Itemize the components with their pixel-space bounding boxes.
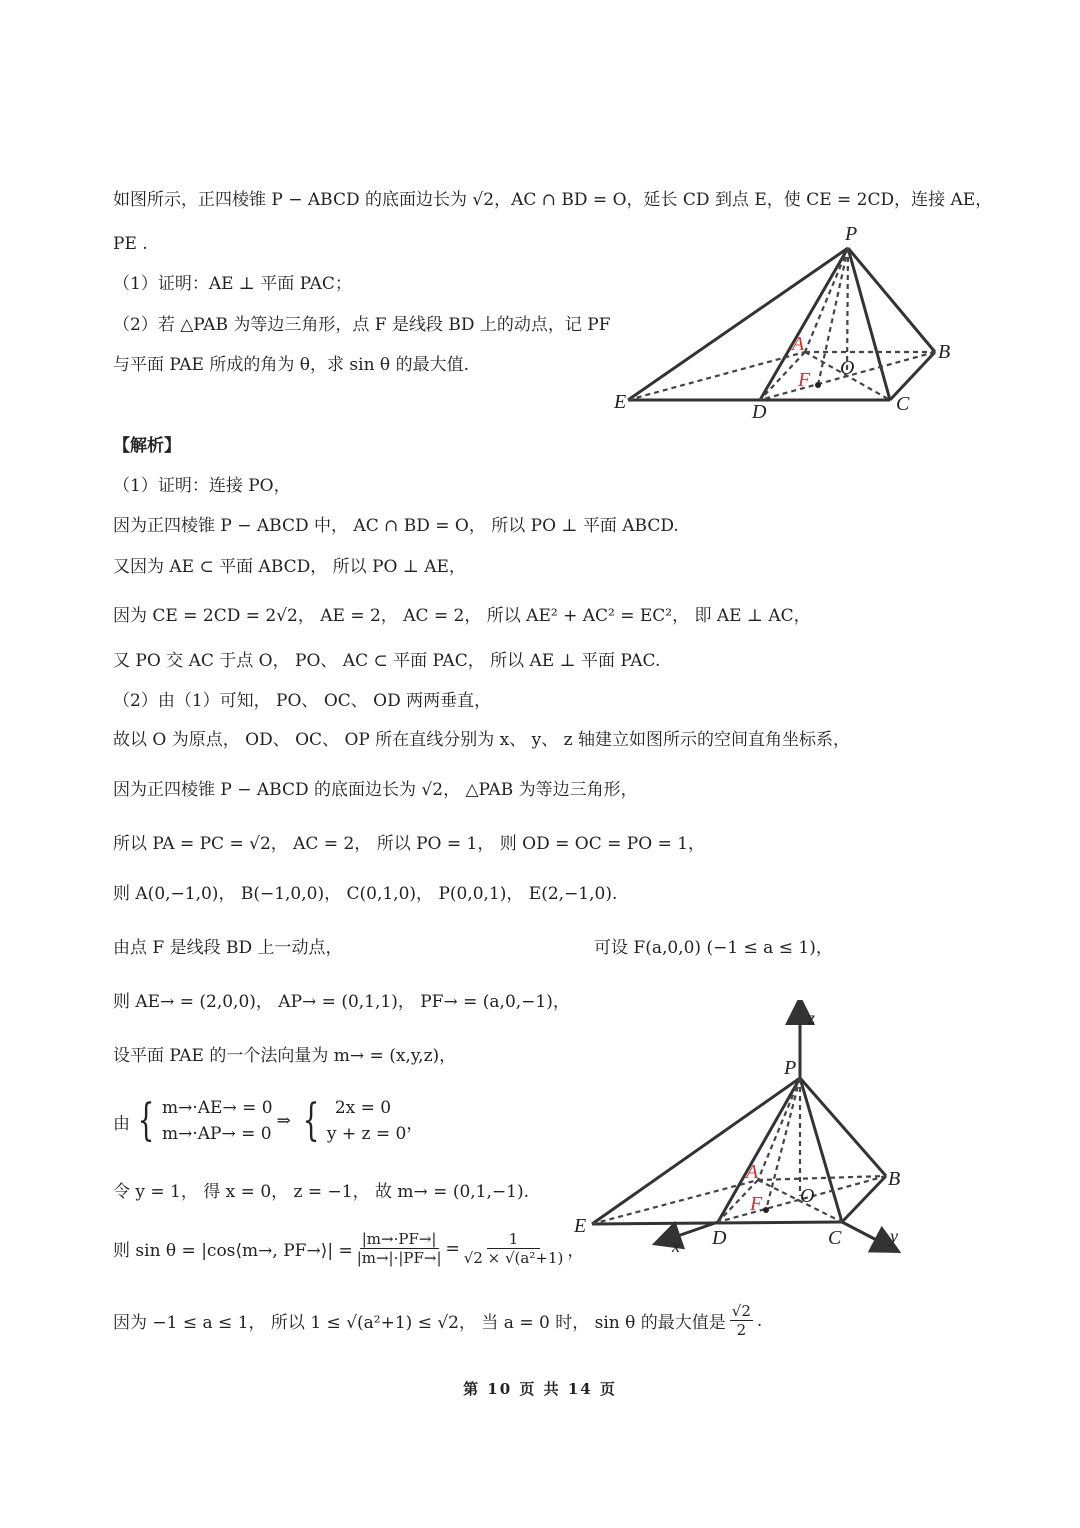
implies-arrow: ⇒ — [276, 1111, 291, 1131]
problem-part-2a: （2）若 △PAB 为等边三角形，点 F 是线段 BD 上的动点，记 PF — [113, 315, 611, 335]
solution-line-12: 则 AE→ = (2,0,0)， AP→ = (0,1,1)， PF→ = (a,0,−1)， — [113, 992, 570, 1012]
system-left-2: m→·AP→ = 0 — [162, 1124, 272, 1144]
solution-line-4: 因为 CE = 2CD = 2√2， AE = 2， AC = 2， 所以 AE² + AC² = EC²， 即 AE ⊥ AC， — [113, 606, 811, 626]
fraction-3-den: 2 — [736, 1321, 747, 1339]
solution-line-9: 所以 PA = PC = √2， AC = 2， 所以 PO = 1， 则 OD = OC = PO = 1， — [113, 834, 706, 854]
problem-part-1: （1）证明：AE ⊥ 平面 PAC； — [113, 274, 352, 294]
left-brace: { — [137, 1095, 155, 1146]
label2-D: D — [712, 1227, 727, 1249]
solution-line-8: 因为正四棱锥 P − ABCD 的底面边长为 √2， △PAB 为等边三角形， — [113, 780, 638, 800]
solution-line-11a: 由点 F 是线段 BD 上一动点， — [113, 938, 343, 958]
label2-C: C — [828, 1227, 842, 1249]
system-right-lines — [327, 1095, 406, 1147]
pyramid-figure-2 — [570, 1000, 930, 1260]
right-brace: { — [302, 1095, 320, 1146]
label-D: D — [752, 401, 767, 423]
label2-B: B — [888, 1168, 901, 1190]
axis-label-z: z — [808, 1008, 816, 1028]
fraction-3 — [730, 1302, 753, 1339]
label2-F: F — [750, 1193, 763, 1215]
axis-label-x: x — [672, 1236, 680, 1256]
label-F: F — [798, 369, 811, 391]
solution-line-10: 则 A(0,−1,0)， B(−1,0,0)， C(0,1,0)， P(0,0,1)， E(2,−1,0). — [113, 884, 618, 904]
solution-line-2: 因为正四棱锥 P − ABCD 中， AC ∩ BD = O， 所以 PO ⊥ 平面 ABCD. — [113, 516, 679, 536]
system-left-1: m→·AE→ = 0 — [162, 1098, 273, 1118]
fraction-3-num: √2 — [731, 1302, 751, 1320]
line15-prefix: 则 sin θ = |cos⟨m→, PF→⟩| = — [113, 1241, 353, 1261]
label-A: A — [792, 333, 805, 355]
system-prefix: 由 — [113, 1113, 130, 1134]
fraction-2-den: √2 × √(a²+1) — [463, 1249, 564, 1267]
fraction-1 — [357, 1230, 442, 1267]
problem-line-2: PE . — [113, 234, 148, 254]
system-suffix: ， — [406, 1113, 424, 1134]
solution-line-16 — [113, 1302, 762, 1339]
page-footer: 第 10 页 共 14 页 — [463, 1380, 617, 1398]
pyramid-figure-1 — [600, 220, 970, 425]
label2-O: O — [800, 1185, 815, 1207]
label2-E: E — [574, 1215, 587, 1237]
line15-suffix: ， — [567, 1241, 585, 1261]
label2-A: A — [746, 1161, 759, 1183]
solution-line-14: 令 y = 1， 得 x = 0， z = −1， 故 m→ = (0,1,−1). — [113, 1182, 530, 1202]
fraction-1-den: |m→|·|PF→| — [356, 1249, 442, 1267]
solution-line-7: 故以 O 为原点， OD、 OC、 OP 所在直线分别为 x、 y、 z 轴建立如图所示的空间直角坐标系， — [113, 730, 851, 750]
system-left-lines — [162, 1095, 273, 1147]
problem-part-2b: 与平面 PAE 所成的角为 θ，求 sin θ 的最大值. — [113, 355, 469, 375]
line15-equals: = — [445, 1238, 460, 1259]
solution-line-6: （2）由（1）可知， PO、 OC、 OD 两两垂直， — [113, 691, 492, 711]
label-P: P — [845, 223, 858, 245]
fraction-1-num: |m→·PF→| — [361, 1230, 437, 1248]
solution-line-1: （1）证明：连接 PO， — [113, 476, 291, 496]
label2-P: P — [784, 1057, 797, 1079]
label-C: C — [896, 393, 910, 415]
system-right-1: 2x = 0 — [334, 1098, 392, 1118]
label-B: B — [938, 341, 951, 363]
solution-line-13: 设平面 PAE 的一个法向量为 m→ = (x,y,z)， — [113, 1046, 457, 1066]
solution-line-3: 又因为 AE ⊂ 平面 ABCD， 所以 PO ⊥ AE， — [113, 557, 466, 577]
line16-suffix: . — [756, 1310, 763, 1331]
system-right-2: y + z = 0 — [326, 1124, 407, 1144]
fraction-2 — [464, 1230, 564, 1267]
solution-line-15 — [113, 1230, 584, 1267]
label-O: O — [840, 357, 855, 379]
problem-line-1: 如图所示，正四棱锥 P − ABCD 的底面边长为 √2，AC ∩ BD = O，延长 CD 到点 E，使 CE = 2CD，连接 AE， — [113, 190, 993, 210]
solution-heading: 【解析】 — [113, 436, 181, 456]
equation-system — [113, 1095, 423, 1147]
solution-line-5: 又 PO 交 AC 于点 O， PO、 AC ⊂ 平面 PAC， 所以 AE ⊥ 平面 PAC. — [113, 651, 661, 671]
line16-prefix: 因为 −1 ≤ a ≤ 1， 所以 1 ≤ √(a²+1) ≤ √2， 当 a = 0 时， sin θ 的最大值是 — [113, 1313, 726, 1333]
label-E: E — [614, 391, 627, 413]
fraction-2-num: 1 — [487, 1230, 541, 1249]
solution-line-11b: 可设 F(a,0,0) (−1 ≤ a ≤ 1)， — [594, 938, 833, 958]
axis-label-y: y — [890, 1226, 898, 1246]
